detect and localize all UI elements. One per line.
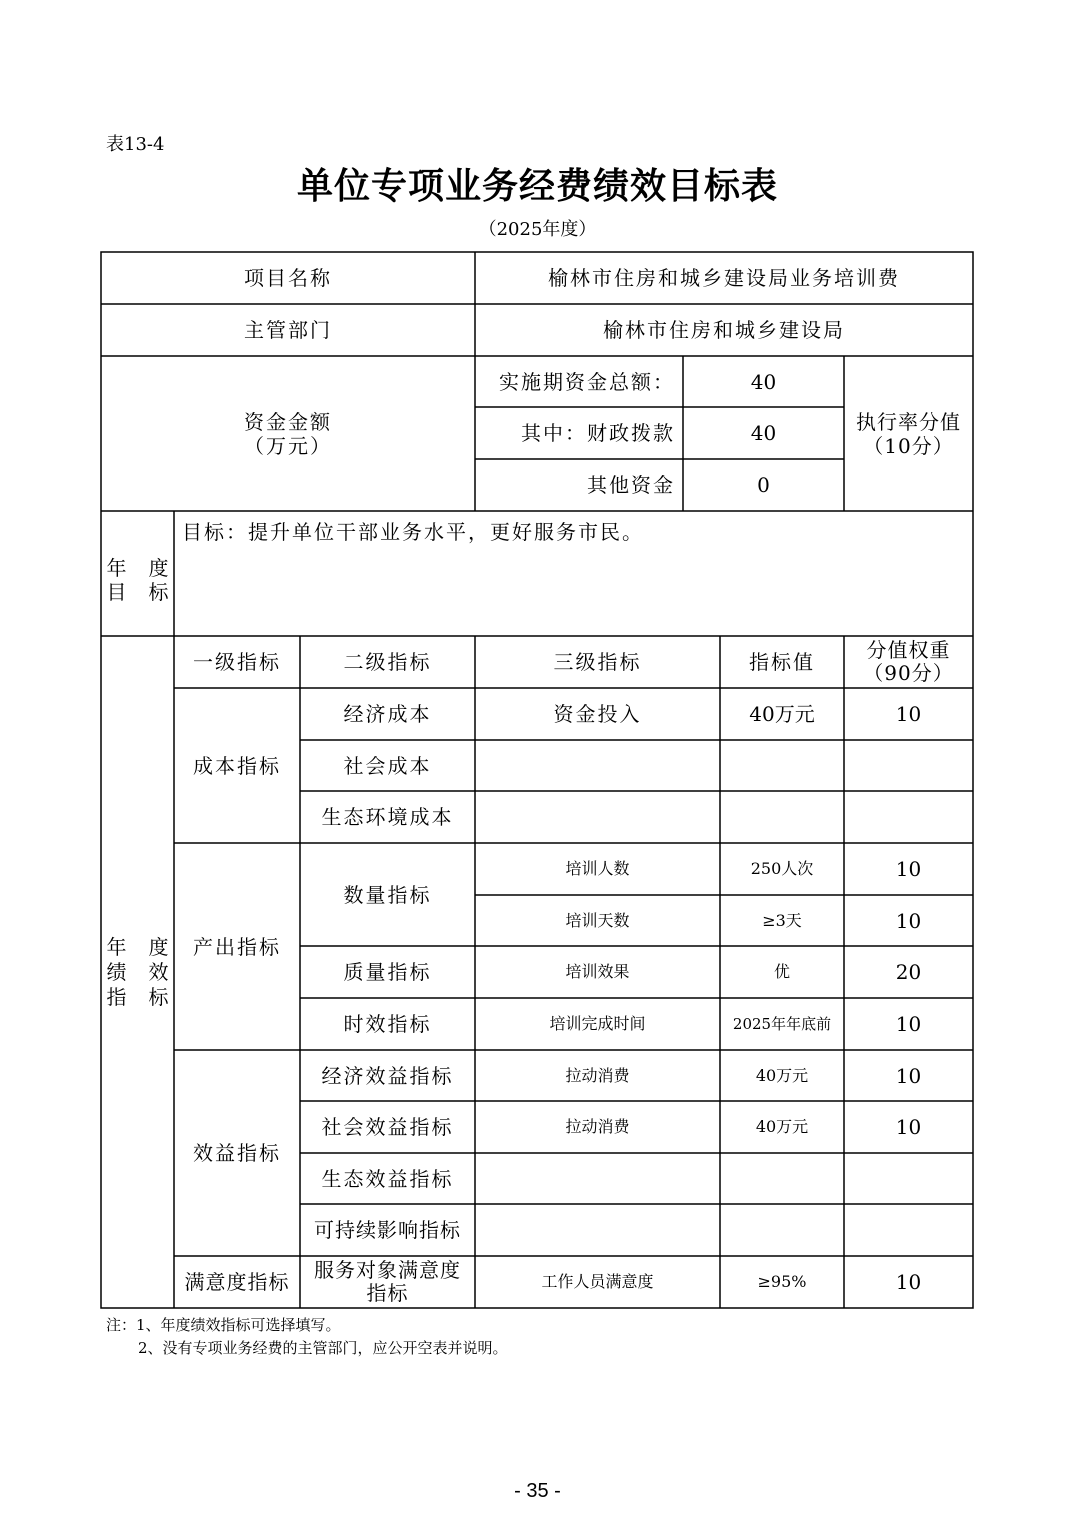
row-l3: 工作人员满意度 (541, 1272, 654, 1292)
annual-goal-text: 目标：提升单位干部业务水平，更好服务市民。 (182, 520, 644, 544)
page-number: - 35 - (514, 1480, 561, 1502)
level2-economic-benefit: 经济效益指标 (321, 1063, 454, 1088)
row-value: 250人次 (750, 859, 814, 879)
year-subtitle: （2025年度） (478, 219, 597, 240)
row-value: 40万元 (749, 702, 815, 726)
row-l3: 培训天数 (565, 910, 630, 930)
row-value: 40万元 (755, 1117, 809, 1137)
level2-social-benefit: 社会效益指标 (321, 1115, 454, 1139)
row-l3: 培训效果 (565, 962, 630, 982)
level1-benefit: 效益指标 (193, 1141, 281, 1165)
department-value: 榆林市住房和城乡建设局 (603, 318, 845, 342)
footnote-2: 2、没有专项业务经费的主管部门，应公开空表并说明。 (138, 1339, 508, 1357)
performance-indicators-label: 年 度 绩 效 指 标 (106, 934, 169, 1009)
funds-label-line2: （万元） (244, 433, 332, 458)
other-funds-label: 其他资金 (587, 473, 675, 497)
header-level3: 三级指标 (553, 650, 642, 674)
footnotes (106, 1314, 508, 1360)
row-value: 优 (773, 962, 790, 982)
fiscal-funds-label: 其中：财政拨款 (521, 421, 675, 445)
header-weight-line1: 分值权重 (866, 638, 951, 662)
fiscal-funds-value: 40 (750, 421, 777, 445)
level2-service-satisfaction: 服务对象满意度 指标 (314, 1258, 461, 1305)
level2-eco-cost: 生态环境成本 (321, 805, 454, 829)
level2-social-cost: 社会成本 (343, 753, 432, 778)
row-l3: 拉动消费 (565, 1117, 630, 1137)
level2-economic-cost: 经济成本 (343, 702, 432, 726)
level2-quantity: 数量指标 (343, 882, 432, 907)
header-weight (844, 636, 973, 688)
level2-eco-benefit: 生态效益指标 (321, 1166, 454, 1191)
row-weight: 10 (895, 857, 922, 881)
row-weight: 10 (895, 1012, 922, 1036)
row-value: ≥3天 (762, 910, 802, 930)
execution-rate-line2: （10分） (863, 433, 954, 458)
annual-goal-label: 年 度 目 标 (106, 555, 169, 604)
level1-output: 产出指标 (193, 934, 281, 959)
row-weight: 10 (895, 1063, 922, 1088)
execution-rate-line1: 执行率分值 (856, 409, 961, 434)
total-funds-label: 实施期资金总额： (499, 369, 675, 394)
department-label: 主管部门 (244, 318, 332, 342)
level2-sustainable: 可持续影响指标 (314, 1218, 461, 1242)
funds-label-line1: 资金金额 (244, 409, 332, 434)
header-weight-line2: （90分） (863, 661, 954, 685)
other-funds-value: 0 (757, 473, 770, 497)
row-value: 2025年年底前 (732, 1015, 832, 1033)
row-value: ≥95% (757, 1272, 807, 1292)
project-name-value: 榆林市住房和城乡建设局业务培训费 (548, 266, 900, 290)
level1-cost: 成本指标 (193, 753, 281, 778)
row-value: 40万元 (755, 1065, 809, 1085)
row-weight: 10 (895, 702, 922, 726)
footnote-1: 注：1、年度绩效指标可选择填写。 (106, 1316, 341, 1334)
table-number: 表13-4 (106, 134, 165, 155)
level2-timeliness: 时效指标 (343, 1012, 432, 1036)
total-funds-value: 40 (750, 369, 777, 394)
header-level2: 二级指标 (343, 650, 432, 674)
row-weight: 10 (895, 1270, 922, 1294)
project-name-label: 项目名称 (244, 266, 332, 290)
level2-quality: 质量指标 (343, 960, 432, 984)
row-weight: 20 (895, 960, 922, 984)
row-l3: 培训人数 (565, 859, 630, 879)
row-l3: 资金投入 (553, 702, 642, 726)
funds-label (101, 356, 475, 511)
row-l3: 培训完成时间 (549, 1014, 646, 1034)
page-title: 单位专项业务经费绩效目标表 (296, 166, 778, 207)
row-l3: 拉动消费 (565, 1065, 630, 1085)
header-value: 指标值 (749, 650, 815, 674)
row-weight: 10 (895, 1115, 922, 1139)
header-level1: 一级指标 (193, 650, 281, 674)
row-weight: 10 (895, 908, 922, 933)
execution-rate-label (844, 356, 973, 511)
level1-satisfaction: 满意度指标 (184, 1270, 290, 1294)
